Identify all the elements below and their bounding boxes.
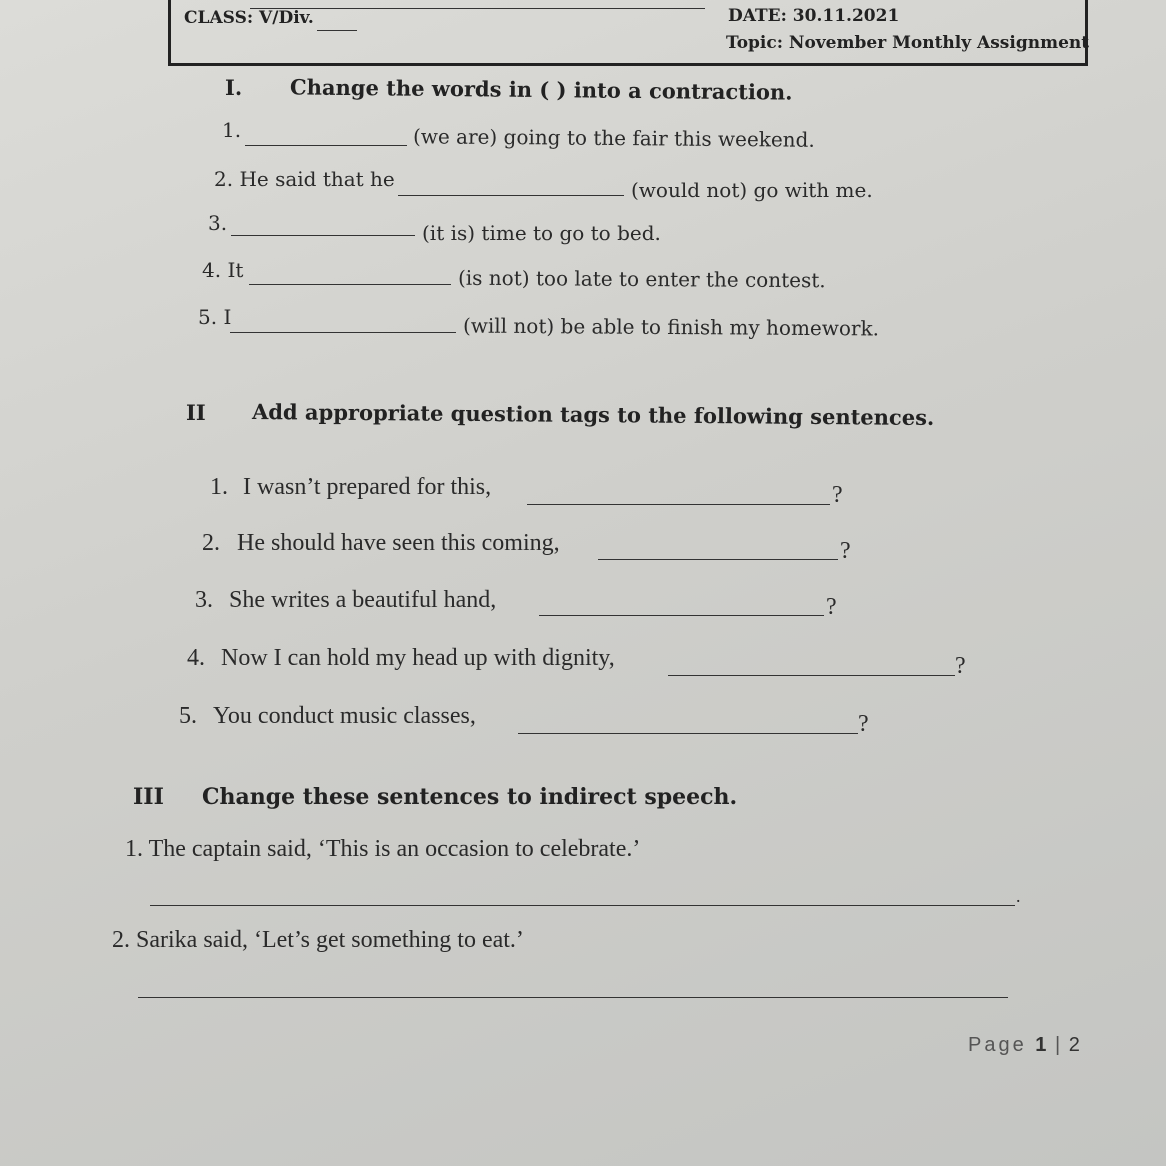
- s3-item2-text: 2. Sarika said, ‘Let’s get something to eat.’: [112, 927, 524, 953]
- s1-item2-blank[interactable]: [398, 195, 624, 196]
- s2-item5-text: You conduct music classes,: [213, 703, 476, 729]
- section3-numeral: III: [133, 784, 164, 810]
- page-current: 1: [1035, 1034, 1047, 1056]
- s1-item3-prefix: 3.: [208, 211, 228, 235]
- s1-item5-suffix: (will not) be able to finish my homework.: [462, 313, 880, 341]
- s2-item4-number: 4.: [187, 645, 205, 671]
- s3-item2-answer-line[interactable]: [138, 997, 1008, 998]
- s1-item3-suffix: (it is) time to go to bed.: [422, 221, 661, 245]
- section2-title: Add appropriate question tags to the following sentences.: [251, 399, 935, 430]
- page-separator: |: [1054, 1034, 1061, 1056]
- class-label: CLASS: V/Div.: [184, 8, 314, 28]
- s2-item3-number: 3.: [195, 587, 213, 613]
- topic-label: Topic: November Monthly Assignment: [726, 33, 1090, 53]
- section1-title: Change the words in ( ) into a contraction.: [289, 74, 793, 105]
- section3-title: Change these sentences to indirect speech.: [202, 784, 738, 810]
- s1-item1-prefix: 1.: [222, 118, 242, 142]
- page-footer: [968, 1034, 1080, 1057]
- s2-item2-text: He should have seen this coming,: [237, 530, 560, 556]
- s1-item1-suffix: (we are) going to the fair this weekend.: [412, 124, 815, 152]
- s1-item4-suffix: (is not) too late to enter the contest.: [457, 265, 826, 293]
- section1-numeral: I.: [225, 75, 243, 100]
- s2-item5-end: ?: [858, 711, 869, 737]
- s1-item4-prefix: 4. It: [202, 258, 244, 282]
- s1-item4-blank[interactable]: [249, 284, 451, 285]
- page-word: Page: [968, 1034, 1027, 1056]
- s2-item1-number: 1.: [210, 474, 228, 500]
- s1-item1-blank[interactable]: [245, 145, 407, 146]
- s2-item3-blank[interactable]: [539, 615, 824, 616]
- s1-item2-suffix: (would not) go with me.: [631, 178, 873, 202]
- s3-item1-end: .: [1016, 886, 1021, 906]
- s2-item3-end: ?: [826, 594, 837, 620]
- section2-numeral: II: [186, 400, 206, 425]
- date-label: DATE: 30.11.2021: [728, 6, 900, 26]
- s2-item2-end: ?: [840, 538, 851, 564]
- s3-item1-text: 1. The captain said, ‘This is an occasion to celebrate.’: [125, 836, 641, 862]
- s2-item4-blank[interactable]: [668, 675, 955, 676]
- s1-item5-prefix: 5. I: [198, 305, 232, 329]
- s2-item1-end: ?: [832, 482, 843, 508]
- s2-item2-blank[interactable]: [598, 559, 838, 560]
- page-total: 2: [1068, 1034, 1080, 1056]
- s2-item2-number: 2.: [202, 530, 220, 556]
- division-blank[interactable]: [317, 30, 357, 31]
- s1-item5-blank[interactable]: [230, 332, 456, 333]
- s1-item2-prefix: 2. He said that he: [214, 167, 395, 191]
- header-rule: [250, 8, 705, 9]
- s2-item4-text: Now I can hold my head up with dignity,: [221, 645, 615, 671]
- s2-item4-end: ?: [955, 653, 966, 679]
- s1-item3-blank[interactable]: [231, 235, 415, 236]
- s2-item1-text: I wasn’t prepared for this,: [243, 474, 492, 500]
- s2-item3-text: She writes a beautiful hand,: [229, 587, 497, 613]
- s2-item5-number: 5.: [179, 703, 197, 729]
- s2-item5-blank[interactable]: [518, 733, 858, 734]
- s2-item1-blank[interactable]: [527, 504, 830, 505]
- s3-item1-answer-line[interactable]: [150, 905, 1015, 906]
